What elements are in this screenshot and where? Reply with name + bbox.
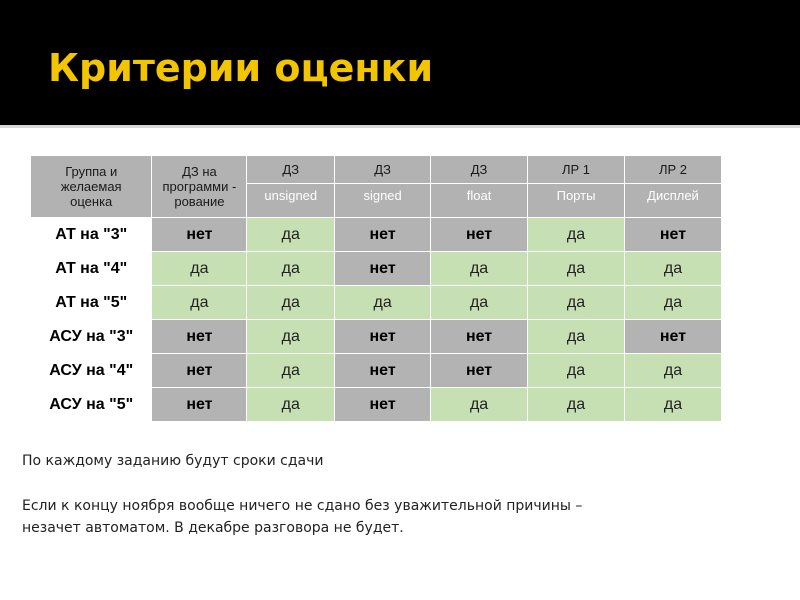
column-header-hw-signed: ДЗ (335, 156, 431, 184)
row-label: АСУ на "3" (31, 320, 152, 354)
corner-header: Группа и желаемая оценка (31, 156, 152, 218)
table-cell: нет (152, 388, 247, 422)
title-band (0, 0, 800, 125)
column-header-lab-1: ЛР 1 (528, 156, 625, 184)
column-header-hw-unsigned: ДЗ (247, 156, 335, 184)
title-divider (0, 125, 800, 128)
column-subheader-float: float (431, 184, 528, 218)
table-cell: нет (152, 320, 247, 354)
table-cell: нет (335, 320, 431, 354)
column-header-lab-2: ЛР 2 (624, 156, 721, 184)
table-cell: да (528, 320, 625, 354)
table-cell: да (624, 354, 721, 388)
row-label: АСУ на "5" (31, 388, 152, 422)
table-cell: нет (431, 218, 528, 252)
table-cell: нет (624, 320, 721, 354)
row-label: АТ на "3" (31, 218, 152, 252)
column-header-hw-programming: ДЗ на программи - рование (152, 156, 247, 218)
table-cell: да (431, 286, 528, 320)
row-label: АТ на "5" (31, 286, 152, 320)
table-cell: да (624, 388, 721, 422)
table-cell: да (247, 320, 335, 354)
slide-title: Критерии оценки (48, 46, 434, 90)
table-row (31, 354, 722, 388)
table-cell: да (528, 252, 625, 286)
table-cell: да (624, 286, 721, 320)
table-cell: да (247, 218, 335, 252)
table-row (31, 388, 722, 422)
column-subheader-signed: signed (335, 184, 431, 218)
table-row (31, 218, 722, 252)
table-cell: да (335, 286, 431, 320)
row-label: АТ на "4" (31, 252, 152, 286)
table-cell: да (528, 354, 625, 388)
table-cell: нет (152, 354, 247, 388)
table-cell: да (624, 252, 721, 286)
table-row (31, 286, 722, 320)
table-cell: нет (624, 218, 721, 252)
column-subheader-unsigned: unsigned (247, 184, 335, 218)
criteria-table (30, 155, 722, 422)
table-cell: нет (335, 388, 431, 422)
deadline-note: По каждому заданию будут сроки сдачи (22, 453, 324, 469)
table-cell: нет (335, 218, 431, 252)
table-row (31, 252, 722, 286)
table-cell: нет (431, 354, 528, 388)
table-cell: да (247, 354, 335, 388)
table-cell: нет (335, 354, 431, 388)
column-header-hw-float: ДЗ (431, 156, 528, 184)
table-cell: да (152, 252, 247, 286)
december-rule-note: незачет автоматом. В декабре разговора не будет. (22, 520, 404, 536)
table-cell: да (528, 218, 625, 252)
table-cell: нет (335, 252, 431, 286)
table-cell: да (528, 286, 625, 320)
table-cell: да (152, 286, 247, 320)
table-cell: да (431, 388, 528, 422)
table-body (31, 218, 722, 422)
column-subheader-ports: Порты (528, 184, 625, 218)
november-rule-note: Если к концу ноября вообще ничего не сдано без уважительной причины – (22, 498, 583, 514)
table-cell: нет (431, 320, 528, 354)
table-cell: да (247, 388, 335, 422)
table-cell: да (528, 388, 625, 422)
column-subheader-display: Дисплей (624, 184, 721, 218)
table-cell: да (247, 252, 335, 286)
table-row (31, 320, 722, 354)
table-cell: да (247, 286, 335, 320)
table-cell: да (431, 252, 528, 286)
row-label: АСУ на "4" (31, 354, 152, 388)
table-cell: нет (152, 218, 247, 252)
